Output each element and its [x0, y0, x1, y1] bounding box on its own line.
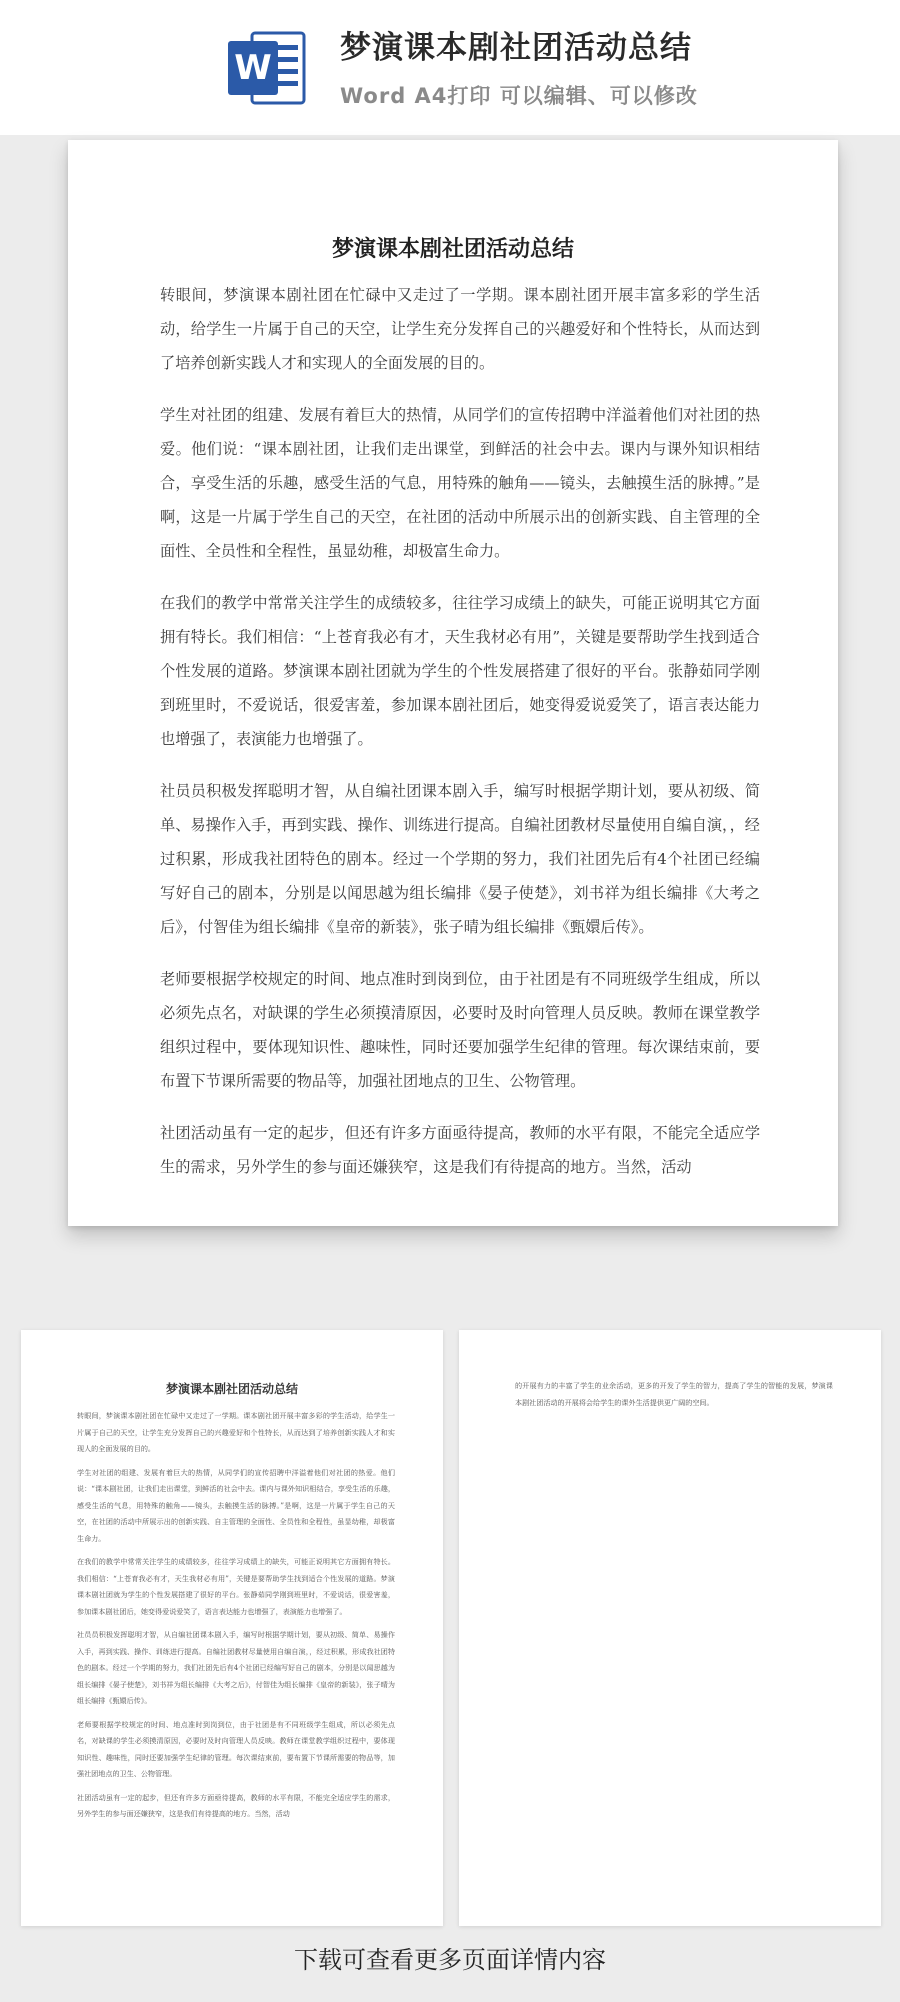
thumbnail-paragraph: 转眼间，梦演课本剧社团在忙碌中又走过了一学期。课本剧社团开展丰富多彩的学生活动，给学生一片属于自己的天空，让学生充分发挥自己的兴趣爱好和个性特长，从而达到了培养创新实践人才和实现人的全面发展的目的。	[77, 1411, 395, 1453]
thumbnail-paragraph: 老师要根据学校规定的时间、地点准时到岗到位，由于社团是有不同班级学生组成，所以必须先点名，对缺课的学生必须摸清原因，必要时及时向管理人员反映。教师在课堂教学组织过程中，要体现知识性、趣味性，同时还要加强学生纪律的管理。每次课结束前，要布置下节课所需要的物品等，加强社团地点的卫生、公物管理。	[77, 1719, 395, 1778]
paragraph: 在我们的教学中常常关注学生的成绩较多，往往学习成绩上的缺失，可能正说明其它方面拥有特长。我们相信：“上苍育我必有才，天生我材必有用”，关键是要帮助学生找到适合个性发展的道路。梦演课本剧社团就为学生的个性发展搭建了很好的平台。张静茹同学刚到班里时，不爱说话，很爱害羞，参加课本剧社团后，她变得爱说爱笑了，语言表达能力也增强了，表演能力也增强了。	[160, 594, 760, 748]
thumbnail-page-1[interactable]	[21, 1330, 443, 1926]
thumbnail-page-2[interactable]	[459, 1330, 881, 1926]
paragraph: 学生对社团的组建、发展有着巨大的热情，从同学们的宣传招聘中洋溢着他们对社团的热爱。他们说：“课本剧社团，让我们走出课堂，到鲜活的社会中去。课内与课外知识相结合，享受生活的乐趣，感受生活的气息，用特殊的触角——镜头，去触摸生活的脉搏。”是啊，这是一片属于学生自己的天空，在社团的活动中所展示出的创新实践、自主管理的全面性、全员性和全程性，虽显幼稚，却极富生命力。	[160, 406, 760, 560]
thumbnail-body	[515, 1378, 833, 1418]
thumbnail-paragraph: 的开展有力的丰富了学生的业余活动，更多的开发了学生的智力，提高了学生的智能的发展，梦演课本剧社团活动的开展将会给学生的课外生活提供更广阔的空间。	[515, 1381, 833, 1407]
paragraph: 社团活动虽有一定的起步，但还有许多方面亟待提高，教师的水平有限，不能完全适应学生的需求，另外学生的参与面还嫌狭窄，这是我们有待提高的地方。当然，活动	[160, 1124, 760, 1176]
paragraph: 老师要根据学校规定的时间、地点准时到岗到位，由于社团是有不同班级学生组成，所以必须先点名，对缺课的学生必须摸清原因，必要时及时向管理人员反映。教师在课堂教学组织过程中，要体现知识性、趣味性，同时还要加强学生纪律的管理。每次课结束前，要布置下节课所需要的物品等，加强社团地点的卫生、公物管理。	[160, 970, 760, 1090]
svg-text:W: W	[234, 48, 272, 88]
header-subtitle: Word A4打印 可以编辑、可以修改	[340, 84, 698, 108]
thumbnail-paragraph: 社团活动虽有一定的起步，但还有许多方面亟待提高，教师的水平有限，不能完全适应学生的需求，另外学生的参与面还嫌狭窄，这是我们有待提高的地方。当然，活动	[77, 1792, 395, 1818]
paragraph: 社员员积极发挥聪明才智，从自编社团课本剧入手，编写时根据学期计划，要从初级、简单、易操作入手，再到实践、操作、训练进行提高。自编社团教材尽量使用自编自演，，经过积累，形成我社团特色的剧本。经过一个学期的努力，我们社团先后有4个社团已经编写好自己的剧本，分别是以闻思越为组长编排《晏子使楚》，刘书祥为组长编排《大考之后》，付智佳为组长编排《皇帝的新装》，张子晴为组长编排《甄嬛后传》。	[160, 782, 760, 936]
document-page-preview	[68, 140, 838, 1226]
document-title: 梦演课本剧社团活动总结	[331, 236, 574, 262]
word-document-icon	[226, 27, 308, 109]
document-body	[160, 278, 760, 1202]
download-more-hint: 下载可查看更多页面详情内容	[294, 1946, 606, 1974]
thumbnail-title: 梦演课本剧社团活动总结	[165, 1382, 298, 1396]
thumbnail-body	[77, 1408, 395, 1830]
header-banner	[0, 0, 900, 135]
thumbnail-paragraph: 在我们的教学中常常关注学生的成绩较多，往往学习成绩上的缺失，可能正说明其它方面拥有特长。我们相信：“上苍育我必有才，天生我材必有用”，关键是要帮助学生找到适合个性发展的道路。梦演课本剧社团就为学生的个性发展搭建了很好的平台。张静茹同学刚到班里时，不爱说话，很爱害羞，参加课本剧社团后，她变得爱说爱笑了，语言表达能力也增强了，表演能力也增强了。	[77, 1557, 395, 1616]
thumbnail-paragraph: 社员员积极发挥聪明才智，从自编社团课本剧入手，编写时根据学期计划，要从初级、简单、易操作入手，再到实践、操作、训练进行提高。自编社团教材尽量使用自编自演，，经过积累，形成我社团特色的剧本。经过一个学期的努力，我们社团先后有4个社团已经编写好自己的剧本，分别是以闻思越为组长编排《晏子使楚》，刘书祥为组长编排《大考之后》，付智佳为组长编排《皇帝的新装》，张子晴为组长编排《甄嬛后传》。	[77, 1630, 395, 1705]
thumbnail-paragraph: 学生对社团的组建、发展有着巨大的热情，从同学们的宣传招聘中洋溢着他们对社团的热爱。他们说：“课本剧社团，让我们走出课堂，到鲜活的社会中去。课内与课外知识相结合，享受生活的乐趣，感受生活的气息，用特殊的触角——镜头，去触摸生活的脉搏。”是啊，这是一片属于学生自己的天空，在社团的活动中所展示出的创新实践、自主管理的全面性、全员性和全程性，虽显幼稚，却极富生命力。	[77, 1467, 395, 1543]
paragraph: 转眼间，梦演课本剧社团在忙碌中又走过了一学期。课本剧社团开展丰富多彩的学生活动，给学生一片属于自己的天空，让学生充分发挥自己的兴趣爱好和个性特长，从而达到了培养创新实践人才和实现人的全面发展的目的。	[160, 286, 760, 372]
header-title: 梦演课本剧社团活动总结	[340, 30, 692, 66]
